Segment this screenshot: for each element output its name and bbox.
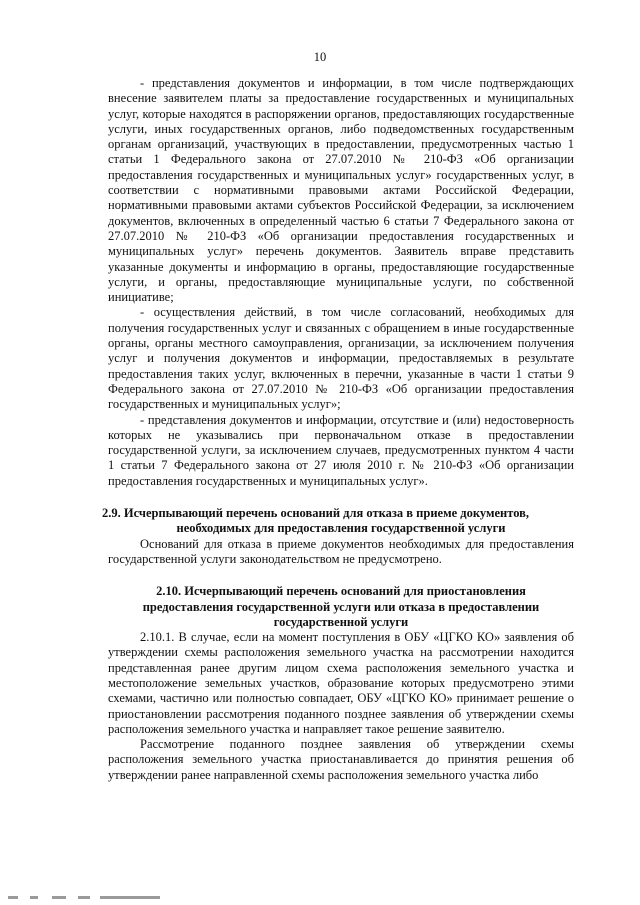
page-number: 10 [313, 50, 327, 64]
section-paragraph: Оснований для отказа в приеме документов необходимых для предоставления государственной услуги законодательством не предусмотрено. [108, 536, 574, 566]
list-item: - осуществления действий, в том числе согласований, необходимых для получения государственных услуг и связанных с обращением в иные государственные органы, органы местного самоуправления, организации, за исключением получения услуг и получения документов и информации, предоставляемых в результате предоставления таких услуг, включенных в перечни, указанные в части 1 статьи 9 Федерального закона от 27.07.2010 № 210-ФЗ «Об организации предоставления государственных и муниципальных услуг»; [108, 305, 574, 412]
section-2-10 [108, 584, 574, 783]
document-body [102, 76, 574, 783]
section-paragraph: Рассмотрение поданного позднее заявления об утверждении схемы расположения земельного участка приостанавливается до принятия решения об утверждении ранее направленной схемы расположения земельного участка либо [108, 737, 574, 782]
section-paragraph: 2.10.1. В случае, если на момент поступления в ОБУ «ЦГКО КО» заявления об утверждении схемы расположения земельного участка на рассмотрении находится представленная ранее другим лицом схема расположения земельного участка и местоположение земельных участков, образование которых предусмотрено этими схемами, частично или полностью совпадает, ОБУ «ЦГКО КО» принимает решение о приостановлении рассмотрения поданного позднее заявления об утверждении схемы расположения земельного участка и направляет такое решение заявителю. [108, 630, 574, 736]
section-heading-line: 2.10. Исчерпывающий перечень оснований для приостановления [156, 584, 526, 599]
section-heading-line: предоставления государственной услуги или отказа в предоставлении [142, 599, 540, 614]
spacer [108, 489, 574, 506]
spacer [108, 567, 574, 584]
scan-artifact-marks [8, 896, 208, 902]
list-item: - представления документов и информации, в том числе подтверждающих внесение заявителем платы за предоставление государственных и муниципальных услуг, которые находятся в распоряжении органов, предоставляющих государственные услуги, иных государственных органов, либо подведомственных государственным органам организаций, участвующих в предоставлении, предусмотренных частью 1 статьи 1 Федерального закона от 27.07.2010 № 210-ФЗ «Об организации предоставления государственных и муниципальных услуг» государственных услуг, в соответствии с нормативными правовыми актами Российской Федерации, нормативными правовыми актами субъектов Российской Федерации, за исключением документов, включенных в определенный частью 6 статьи 7 Федерального закона от 27.07.2010 № 210-ФЗ «Об организации предоставления государственных и муниципальных услуг» перечень документов. Заявитель вправе представить указанные документы и информацию в органы, предоставляющие государственные услуги, и органы, предоставляющие муниципальные услуги, по собственной инициативе; [108, 76, 574, 305]
section-heading-line: необходимых для предоставления государственной услуги [176, 521, 506, 536]
section-2-9 [102, 506, 574, 567]
list-item: - представления документов и информации, отсутствие и (или) недостоверность которых не указывались при первоначальном отказе в предоставлении государственной услуги, за исключением случаев, предусмотренных пунктом 4 части 1 статьи 7 Федерального закона от 27 июля 2010 г. № 210-ФЗ «Об организации предоставления государственных и муниципальных услуг». [108, 412, 574, 488]
section-heading-line: государственной услуги [273, 614, 409, 629]
section-heading-line: 2.9. Исчерпывающий перечень оснований для отказа в приеме документов, [102, 506, 530, 521]
